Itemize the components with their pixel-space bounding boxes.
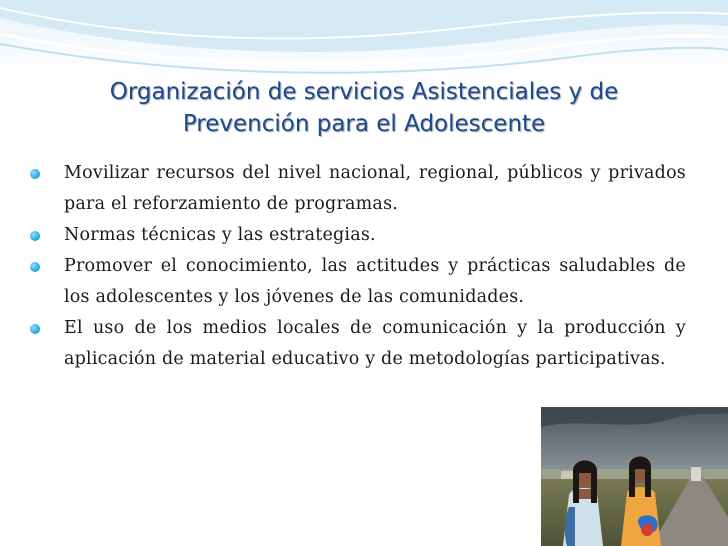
slide-title: [40, 76, 688, 140]
bullet-dot-icon: [30, 324, 40, 334]
header-wave-decoration: [0, 0, 728, 80]
bullet-item: [30, 220, 686, 251]
title-line-1: Organización de servicios Asistenciales y de: [109, 79, 619, 105]
bullet-item: [30, 158, 686, 220]
bullet-dot-icon: [30, 231, 40, 241]
bullet-text: Promover el conocimiento, las actitudes y prácticas saludables de los adolescentes y los jóvenes de las comunidades.: [64, 256, 686, 307]
bullet-text: Movilizar recursos del nivel nacional, regional, públicos y privados para el reforzamiento de programas.: [64, 163, 686, 214]
bullet-text: El uso de los medios locales de comunicación y la producción y aplicación de material educativo y de metodologías participativas.: [64, 318, 686, 369]
bullet-item: [30, 313, 686, 375]
bullet-text: Normas técnicas y las estrategias.: [64, 225, 376, 245]
photo-two-girls-icon: [541, 407, 728, 546]
bullet-list: [30, 158, 686, 375]
title-line-2: Prevención para el Adolescente: [182, 111, 546, 137]
bullet-dot-icon: [30, 262, 40, 272]
bullet-item: [30, 251, 686, 313]
bullet-dot-icon: [30, 169, 40, 179]
